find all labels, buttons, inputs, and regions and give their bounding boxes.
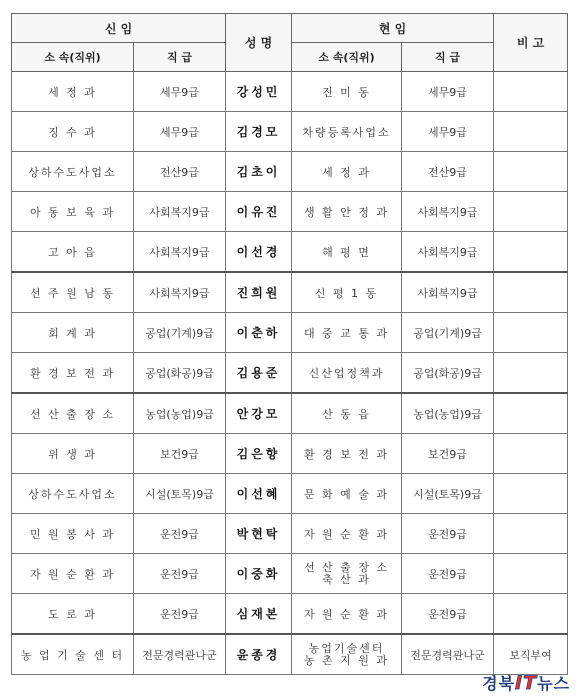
table-row bbox=[12, 434, 568, 474]
cur-dept-cell: 신산업정책과 bbox=[292, 353, 402, 394]
new-dept-header: 소 속(직위) bbox=[12, 43, 134, 72]
name-cell: 이선혜 bbox=[226, 474, 292, 514]
name-cell: 김용준 bbox=[226, 353, 292, 394]
new-dept-cell: 환 경 보 전 과 bbox=[12, 353, 134, 394]
cur-dept-cell: 문 화 예 술 과 bbox=[292, 474, 402, 514]
watermark-part1: 경북 bbox=[482, 674, 516, 693]
table-row bbox=[12, 554, 568, 594]
table-row bbox=[12, 232, 568, 273]
table-row bbox=[12, 313, 568, 353]
cur-grade-cell: 공업(기계)9급 bbox=[402, 313, 494, 353]
name-cell: 김경모 bbox=[226, 112, 292, 152]
name-cell: 윤종경 bbox=[226, 634, 292, 675]
remark-cell bbox=[494, 594, 568, 635]
remark-cell bbox=[494, 192, 568, 232]
name-cell: 이선경 bbox=[226, 232, 292, 273]
cur-grade-cell: 운전9급 bbox=[402, 594, 494, 635]
cur-dept-cell: 자 원 순 환 과 bbox=[292, 594, 402, 635]
remark-cell bbox=[494, 72, 568, 112]
remark-cell bbox=[494, 474, 568, 514]
table-row bbox=[12, 634, 568, 675]
new-dept-cell: 자 원 순 환 과 bbox=[12, 554, 134, 594]
cur-grade-cell: 보건9급 bbox=[402, 434, 494, 474]
cur-dept-header: 소 속(직위) bbox=[292, 43, 402, 72]
new-grade-cell: 사회복지9급 bbox=[134, 192, 226, 232]
cur-grade-cell: 공업(화공)9급 bbox=[402, 353, 494, 394]
cur-dept-cell: 세 정 과 bbox=[292, 152, 402, 192]
new-grade-cell: 공업(화공)9급 bbox=[134, 353, 226, 394]
cur-grade-cell: 운전9급 bbox=[402, 514, 494, 554]
new-grade-cell: 운전9급 bbox=[134, 514, 226, 554]
new-dept-cell: 징 수 과 bbox=[12, 112, 134, 152]
remark-cell: 보직부여 bbox=[494, 634, 568, 675]
table-row bbox=[12, 72, 568, 112]
new-grade-cell: 사회복지9급 bbox=[134, 232, 226, 273]
cur-dept-cell: 해 평 면 bbox=[292, 232, 402, 273]
new-grade-cell: 운전9급 bbox=[134, 594, 226, 635]
new-grade-cell: 운전9급 bbox=[134, 554, 226, 594]
watermark-part3: 뉴스 bbox=[537, 674, 570, 693]
cur-grade-header: 직 급 bbox=[402, 43, 494, 72]
new-dept-cell: 상하수도사업소 bbox=[12, 474, 134, 514]
cur-grade-cell: 전문경력관나군 bbox=[402, 634, 494, 675]
name-cell: 김초이 bbox=[226, 152, 292, 192]
cur-grade-cell: 농업(농업)9급 bbox=[402, 393, 494, 434]
name-cell: 이유진 bbox=[226, 192, 292, 232]
new-grade-cell: 시설(토목)9급 bbox=[134, 474, 226, 514]
table-row bbox=[12, 514, 568, 554]
remark-header: 비 고 bbox=[494, 14, 568, 72]
remark-cell bbox=[494, 434, 568, 474]
new-dept-cell: 고 아 읍 bbox=[12, 232, 134, 273]
cur-grade-cell: 전산9급 bbox=[402, 152, 494, 192]
remark-cell bbox=[494, 232, 568, 273]
table-row bbox=[12, 112, 568, 152]
watermark-part2: IT bbox=[515, 672, 538, 694]
table-row bbox=[12, 152, 568, 192]
remark-cell bbox=[494, 272, 568, 313]
new-dept-cell: 아 동 보 육 과 bbox=[12, 192, 134, 232]
new-grade-cell: 공업(기계)9급 bbox=[134, 313, 226, 353]
cur-dept-cell: 농업기술센터 농 촌 지 원 과 bbox=[292, 634, 402, 675]
cur-dept-cell: 생 활 안 정 과 bbox=[292, 192, 402, 232]
table-row bbox=[12, 393, 568, 434]
table-row bbox=[12, 594, 568, 635]
name-cell: 강성민 bbox=[226, 72, 292, 112]
name-cell: 이중화 bbox=[226, 554, 292, 594]
remark-cell bbox=[494, 112, 568, 152]
cur-dept-cell: 대 중 교 통 과 bbox=[292, 313, 402, 353]
cur-grade-cell: 세무9급 bbox=[402, 112, 494, 152]
cur-grade-cell: 시설(토목)9급 bbox=[402, 474, 494, 514]
name-cell: 박현탁 bbox=[226, 514, 292, 554]
new-dept-cell: 위 생 과 bbox=[12, 434, 134, 474]
new-dept-cell: 민 원 봉 사 과 bbox=[12, 514, 134, 554]
remark-cell bbox=[494, 514, 568, 554]
cur-grade-cell: 운전9급 bbox=[402, 554, 494, 594]
new-grade-cell: 사회복지9급 bbox=[134, 272, 226, 313]
cur-grade-cell: 사회복지9급 bbox=[402, 192, 494, 232]
remark-cell bbox=[494, 152, 568, 192]
new-dept-cell: 선 산 출 장 소 bbox=[12, 393, 134, 434]
cur-dept-cell: 선 산 출 장 소 축 산 과 bbox=[292, 554, 402, 594]
new-dept-cell: 선 주 원 남 동 bbox=[12, 272, 134, 313]
name-cell: 진희원 bbox=[226, 272, 292, 313]
personnel-table bbox=[11, 13, 568, 675]
name-cell: 이춘하 bbox=[226, 313, 292, 353]
table-row bbox=[12, 192, 568, 232]
new-dept-cell: 도 로 과 bbox=[12, 594, 134, 635]
cur-dept-cell: 환 경 보 전 과 bbox=[292, 434, 402, 474]
table-row bbox=[12, 474, 568, 514]
new-grade-cell: 농업(농업)9급 bbox=[134, 393, 226, 434]
cur-dept-cell: 산 동 읍 bbox=[292, 393, 402, 434]
new-dept-cell: 농 업 기 술 센 터 bbox=[12, 634, 134, 675]
cur-dept-cell: 자 원 순 환 과 bbox=[292, 514, 402, 554]
table-body bbox=[12, 72, 568, 675]
new-grade-cell: 세무9급 bbox=[134, 112, 226, 152]
name-header: 성 명 bbox=[226, 14, 292, 72]
cur-dept-cell: 신 평 1 동 bbox=[292, 272, 402, 313]
new-dept-cell: 회 계 과 bbox=[12, 313, 134, 353]
table-row bbox=[12, 353, 568, 394]
new-grade-cell: 전문경력관나군 bbox=[134, 634, 226, 675]
table-row bbox=[12, 272, 568, 313]
remark-cell bbox=[494, 393, 568, 434]
remark-cell bbox=[494, 353, 568, 394]
cur-grade-cell: 세무9급 bbox=[402, 72, 494, 112]
cur-dept-cell: 차량등록사업소 bbox=[292, 112, 402, 152]
name-cell: 김은향 bbox=[226, 434, 292, 474]
new-post-header: 신 임 bbox=[12, 14, 226, 43]
new-dept-cell: 상하수도사업소 bbox=[12, 152, 134, 192]
new-dept-cell: 세 정 과 bbox=[12, 72, 134, 112]
new-grade-cell: 전산9급 bbox=[134, 152, 226, 192]
watermark-logo bbox=[482, 671, 570, 694]
cur-grade-cell: 사회복지9급 bbox=[402, 272, 494, 313]
cur-grade-cell: 사회복지9급 bbox=[402, 232, 494, 273]
name-cell: 안강모 bbox=[226, 393, 292, 434]
remark-cell bbox=[494, 554, 568, 594]
new-grade-header: 직 급 bbox=[134, 43, 226, 72]
new-grade-cell: 세무9급 bbox=[134, 72, 226, 112]
name-cell: 심재본 bbox=[226, 594, 292, 635]
current-post-header: 현 임 bbox=[292, 14, 494, 43]
remark-cell bbox=[494, 313, 568, 353]
cur-dept-cell: 진 미 동 bbox=[292, 72, 402, 112]
new-grade-cell: 보건9급 bbox=[134, 434, 226, 474]
